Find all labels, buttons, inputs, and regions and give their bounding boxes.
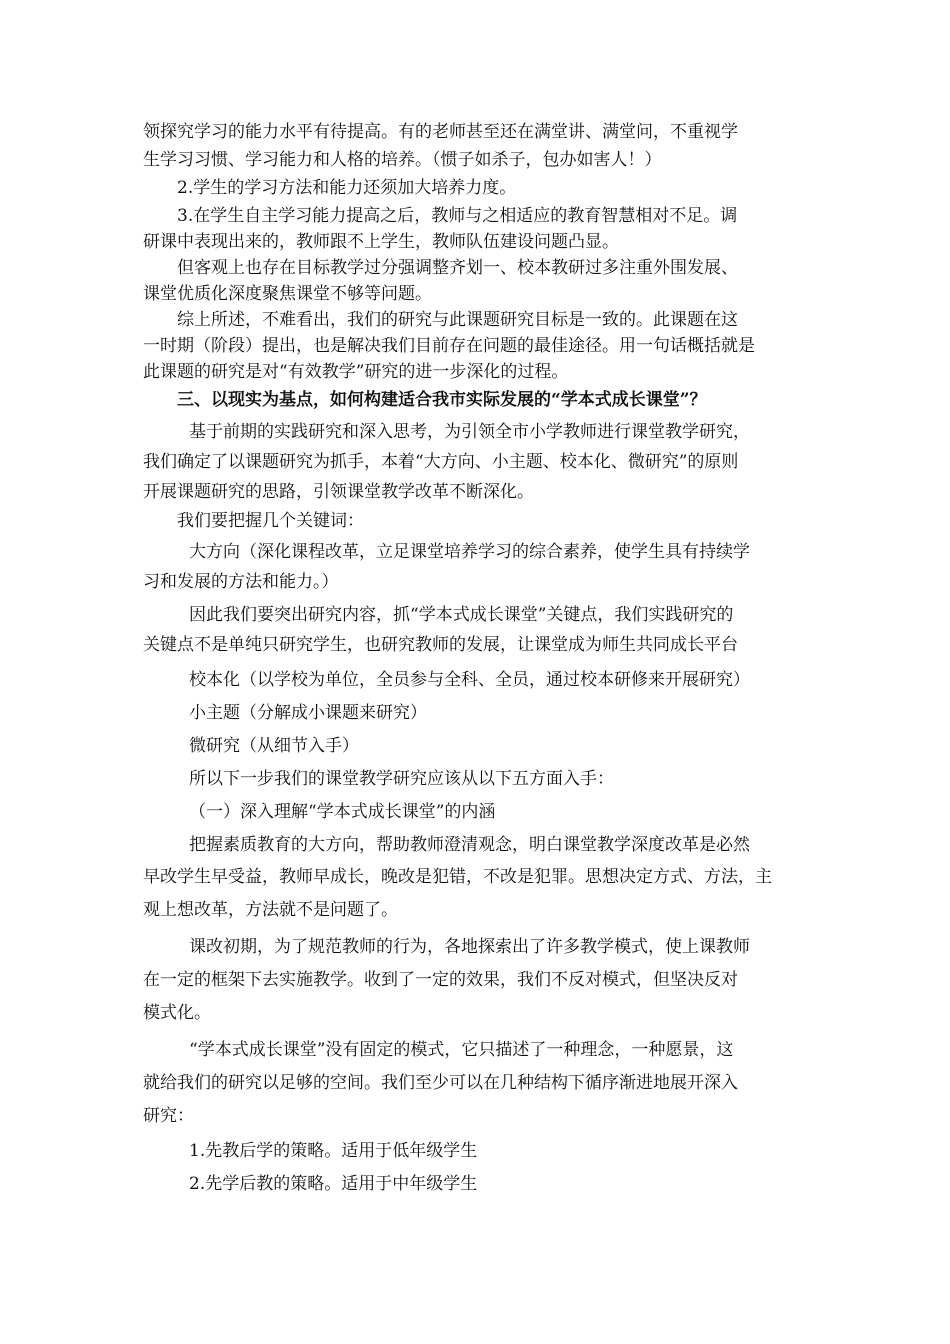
text-line: 习和发展的方法和能力。） xyxy=(143,572,339,592)
text-line: 研课中表现出来的，教师跟不上学生，教师队伍建设问题凸显。 xyxy=(143,232,619,252)
text-line: 但客观上也存在目标教学过分强调整齐划一、校本教研过多注重外围发展、 xyxy=(177,258,738,278)
text-line: 基于前期的实践研究和深入思考，为引领全市小学教师进行课堂教学研究， xyxy=(189,422,750,442)
text-line: 一时期（阶段）提出，也是解决我们目前存在问题的最佳途径。用一句话概括就是 xyxy=(143,336,755,356)
text-line: “学本式成长课堂”没有固定的模式，它只描述了一种理念，一种愿景，这 xyxy=(189,1040,734,1060)
text-line: 领探究学习的能力水平有待提高。有的老师甚至还在满堂讲、满堂问，不重视学 xyxy=(143,122,738,142)
text-line: 小主题（分解成小课题来研究） xyxy=(189,703,427,723)
text-line: 综上所述，不难看出，我们的研究与此课题研究目标是一致的。此课题在这 xyxy=(177,310,738,330)
text-line: 此课题的研究是对“有效教学”研究的进一步深化的过程。 xyxy=(143,362,569,382)
text-line: 微研究（从细节入手） xyxy=(189,736,359,756)
list-item: 3.在学生自主学习能力提高之后，教师与之相适应的教育智慧相对不足。调 xyxy=(177,206,738,226)
text-line: 所以下一步我们的课堂教学研究应该从以下五方面入手： xyxy=(189,769,614,789)
list-item: 2.先学后教的策略。适用于中年级学生 xyxy=(189,1174,478,1194)
text-line: 研究： xyxy=(143,1106,194,1126)
text-line: 关键点不是单纯只研究学生，也研究教师的发展，让课堂成为师生共同成长平台 xyxy=(143,635,738,655)
subsection-heading: （一）深入理解“学本式成长课堂”的内涵 xyxy=(189,802,496,822)
text-line: 生学习习惯、学习能力和人格的培养。（惯子如杀子，包办如害人！） xyxy=(143,150,662,170)
list-item: 1.先教后学的策略。适用于低年级学生 xyxy=(189,1141,478,1161)
text-line: 我们确定了以课题研究为抓手，本着“大方向、小主题、校本化、微研究”的原则 xyxy=(143,452,739,472)
text-line: 校本化（以学校为单位，全员参与全科、全员，通过校本研修来开展研究） xyxy=(189,670,750,690)
text-line: 在一定的框架下去实施教学。收到了一定的效果，我们不反对模式，但坚决反对 xyxy=(143,970,738,990)
list-item: 2.学生的学习方法和能力还须加大培养力度。 xyxy=(177,178,517,198)
text-line: 早改学生早受益，教师早成长，晚改是犯错，不改是犯罪。思想决定方式、方法，主 xyxy=(143,867,772,887)
text-line: 因此我们要突出研究内容，抓“学本式成长课堂”关键点，我们实践研究的 xyxy=(189,605,734,625)
text-line: 课改初期，为了规范教师的行为，各地探索出了许多教学模式，使上课教师 xyxy=(189,937,750,957)
text-line: 观上想改革，方法就不是问题了。 xyxy=(143,900,398,920)
text-line: 我们要把握几个关键词： xyxy=(177,511,364,531)
text-line: 课堂优质化深度聚焦课堂不够等问题。 xyxy=(143,284,432,304)
text-line: 开展课题研究的思路，引领课堂教学改革不断深化。 xyxy=(143,482,534,502)
text-line: 就给我们的研究以足够的空间。我们至少可以在几种结构下循序渐进地展开深入 xyxy=(143,1073,738,1093)
text-line: 大方向（深化课程改革，立足课堂培养学习的综合素养，使学生具有持续学 xyxy=(189,542,750,562)
text-line: 把握素质教育的大方向，帮助教师澄清观念，明白课堂教学深度改革是必然 xyxy=(189,835,750,855)
section-heading: 三、以现实为基点，如何构建适合我市实际发展的“学本式成长课堂”？ xyxy=(177,390,707,410)
text-line: 模式化。 xyxy=(143,1003,211,1023)
